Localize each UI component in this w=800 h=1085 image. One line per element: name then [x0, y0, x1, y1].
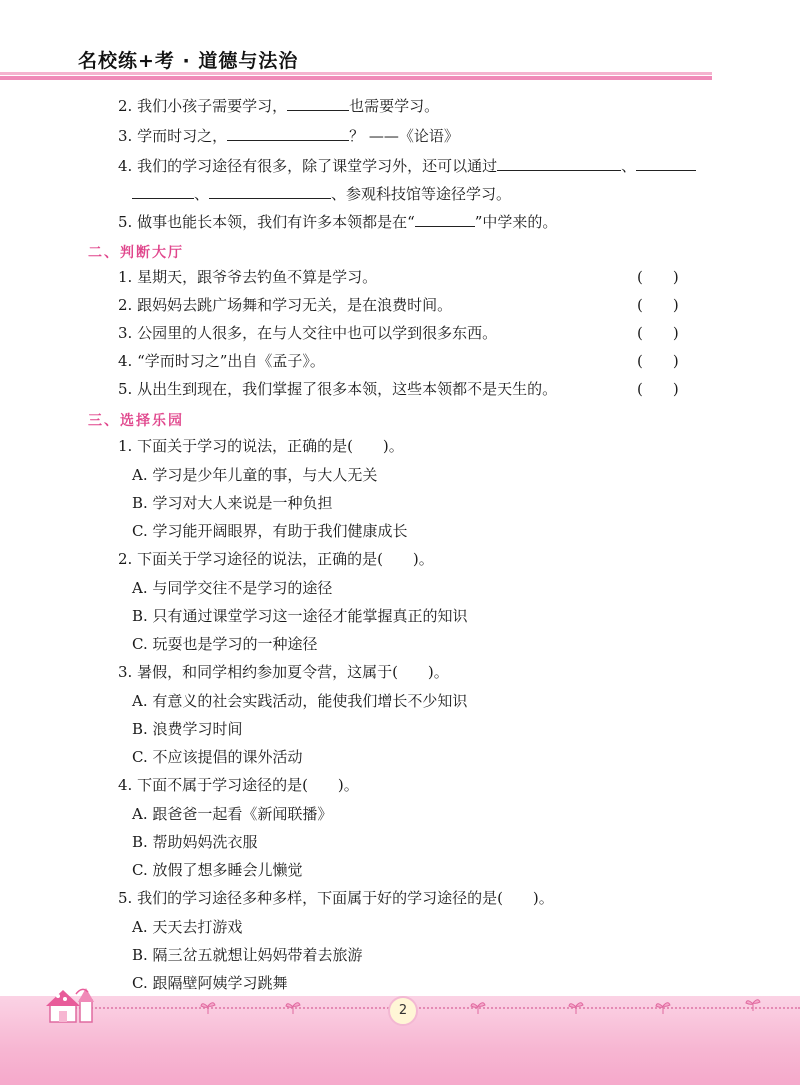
- choice-stem: 2. 下面关于学习途径的说法，正确的是( )。: [118, 550, 434, 568]
- fill-q3-text: 3. 学而时习之，: [118, 127, 228, 145]
- fill-q4-sep: 、: [194, 185, 210, 203]
- choice-option[interactable]: C. 学习能开阔眼界，有助于我们健康成长: [132, 522, 408, 540]
- choice-option[interactable]: B. 学习对大人来说是一种负担: [132, 494, 333, 512]
- choice-option[interactable]: A. 跟爸爸一起看《新闻联播》: [132, 805, 333, 823]
- choice-stem: 1. 下面关于学习的说法，正确的是( )。: [118, 437, 404, 455]
- choice-option[interactable]: B. 隔三岔五就想让妈妈带着去旅游: [132, 946, 363, 964]
- choice-option[interactable]: A. 天天去打游戏: [132, 918, 243, 936]
- answer-blank[interactable]: [636, 156, 696, 171]
- sprout-icon: [745, 997, 761, 1011]
- fill-q3-tail: ？ ——《论语》: [349, 127, 459, 145]
- fill-q4-tail: 、参观科技馆等途径学习。: [331, 185, 512, 203]
- section-heading-judge: 二、判断大厅: [88, 245, 184, 261]
- choice-stem: 4. 下面不属于学习途径的是( )。: [118, 776, 359, 794]
- answer-blank[interactable]: [132, 184, 194, 199]
- answer-blank[interactable]: [227, 126, 349, 141]
- answer-paren[interactable]: ( ): [637, 268, 679, 286]
- header-divider: [0, 72, 712, 80]
- choice-option[interactable]: C. 放假了想多睡会儿懒觉: [132, 861, 303, 879]
- fill-question-5: [118, 212, 557, 232]
- judge-item: 5. 从出生到现在，我们掌握了很多本领，这些本领都不是天生的。: [118, 380, 558, 398]
- sprout-icon: [568, 1000, 584, 1014]
- choice-option[interactable]: A. 有意义的社会实践活动，能使我们增长不少知识: [132, 692, 468, 710]
- answer-blank[interactable]: [415, 212, 475, 227]
- fill-q4-text: 4. 我们的学习途径有很多，除了课堂学习外，还可以通过: [118, 157, 498, 175]
- page-number: 2: [388, 996, 418, 1026]
- answer-paren[interactable]: ( ): [637, 296, 679, 314]
- answer-blank[interactable]: [497, 156, 621, 171]
- cottage-icon: [40, 980, 110, 1030]
- judge-item: 2. 跟妈妈去跳广场舞和学习无关，是在浪费时间。: [118, 296, 453, 314]
- fill-q2-tail: 也需要学习。: [349, 97, 440, 115]
- choice-option[interactable]: A. 学习是少年儿童的事，与大人无关: [132, 466, 378, 484]
- fill-q2-text: 2. 我们小孩子需要学习，: [118, 97, 288, 115]
- answer-blank[interactable]: [209, 184, 331, 199]
- footer-dotted-line: [60, 1007, 800, 1009]
- sprout-icon: [470, 1000, 486, 1014]
- choice-option[interactable]: B. 帮助妈妈洗衣服: [132, 833, 258, 851]
- fill-q4-sep: 、: [621, 157, 637, 175]
- fill-q5-text: 5. 做事也能长本领，我们有许多本领都是在“: [118, 213, 415, 231]
- fill-question-4-line2: [132, 184, 511, 204]
- choice-option[interactable]: B. 只有通过课堂学习这一途径才能掌握真正的知识: [132, 607, 468, 625]
- choice-option[interactable]: C. 跟隔壁阿姨学习跳舞: [132, 974, 288, 992]
- section-heading-choice: 三、选择乐园: [88, 413, 184, 429]
- judge-item: 4. “学而时习之”出自《孟子》。: [118, 352, 325, 370]
- sprout-icon: [655, 1000, 671, 1014]
- choice-stem: 3. 暑假，和同学相约参加夏令营，这属于( )。: [118, 663, 449, 681]
- judge-item: 3. 公园里的人很多，在与人交往中也可以学到很多东西。: [118, 324, 498, 342]
- judge-item: 1. 星期天，跟爷爷去钓鱼不算是学习。: [118, 268, 378, 286]
- sprout-icon: [200, 1000, 216, 1014]
- fill-question-2: [118, 96, 439, 116]
- page-header-title: 名校练+考 · 道德与法治: [78, 50, 299, 72]
- fill-q5-tail: ”中学来的。: [474, 213, 558, 231]
- answer-paren[interactable]: ( ): [637, 352, 679, 370]
- answer-blank[interactable]: [287, 96, 349, 111]
- sprout-icon: [285, 1000, 301, 1014]
- fill-question-4-line1: [118, 156, 696, 176]
- choice-option[interactable]: B. 浪费学习时间: [132, 720, 243, 738]
- fill-question-3: [118, 126, 459, 146]
- answer-paren[interactable]: ( ): [637, 324, 679, 342]
- choice-option[interactable]: C. 不应该提倡的课外活动: [132, 748, 303, 766]
- choice-stem: 5. 我们的学习途径多种多样，下面属于好的学习途径的是( )。: [118, 889, 554, 907]
- choice-option[interactable]: C. 玩耍也是学习的一种途径: [132, 635, 318, 653]
- choice-option[interactable]: A. 与同学交往不是学习的途径: [132, 579, 333, 597]
- answer-paren[interactable]: ( ): [637, 380, 679, 398]
